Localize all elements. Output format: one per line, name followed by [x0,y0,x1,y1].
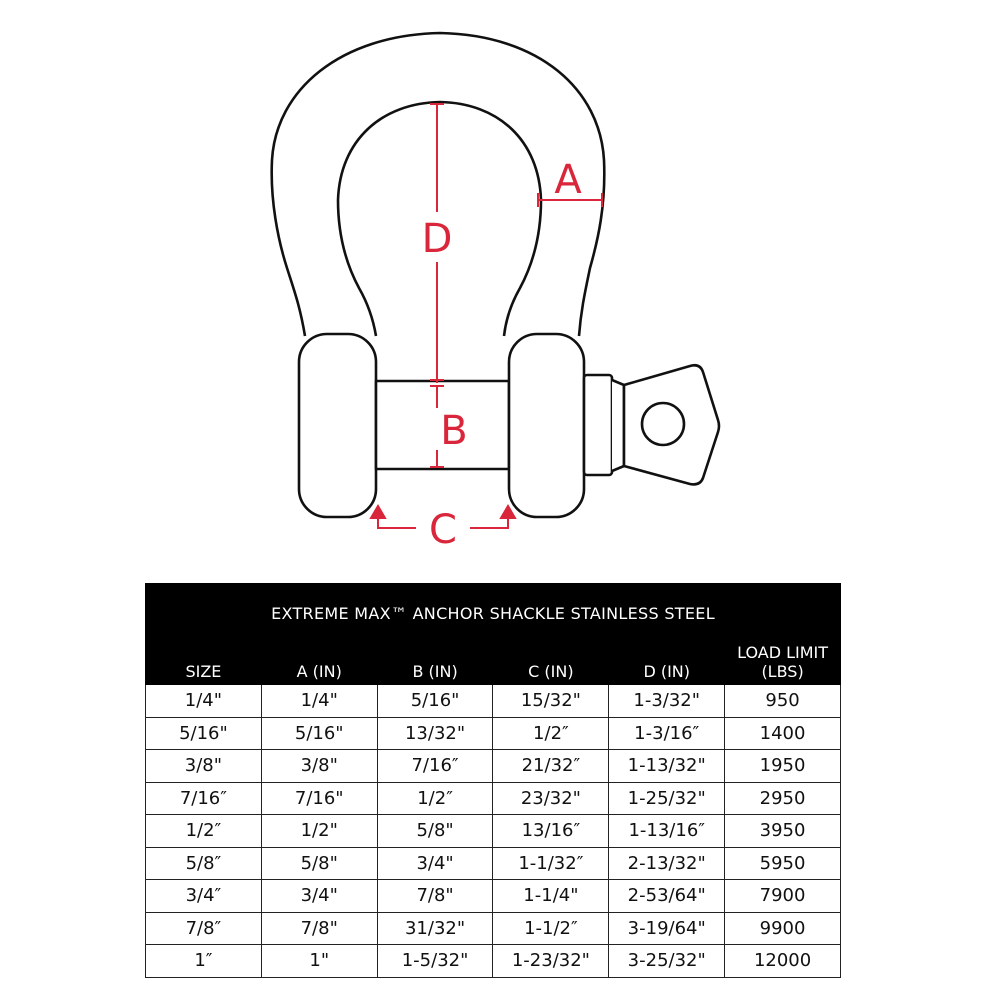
dim-c-right-head [501,506,515,518]
table-cell: 1-3/32" [609,685,725,718]
table-row [146,685,841,718]
table-cell: 1/4" [146,685,262,718]
table-cell: 1" [261,945,377,978]
table-cell: 1″ [146,945,262,978]
table-cell: 31/32" [377,912,493,945]
table-cell: 7/16″ [146,782,262,815]
table-row [146,847,841,880]
table-cell: 5950 [725,847,841,880]
table-row [146,880,841,913]
label-a: A [554,157,582,203]
column-header: LOAD LIMIT (LBS) [725,643,841,685]
dim-c-left-head [371,506,385,518]
right-eye [509,334,584,517]
table-row [146,717,841,750]
label-d: D [421,216,453,262]
label-c: C [429,507,457,553]
table-cell: 2950 [725,782,841,815]
column-header: A (IN) [261,643,377,685]
table-cell: 5/16" [146,717,262,750]
table-cell: 950 [725,685,841,718]
column-header: SIZE [146,643,262,685]
table-cell: 1-1/2″ [493,912,609,945]
table-cell: 3/8" [261,750,377,783]
table-cell: 1/2″ [377,782,493,815]
table-cell: 7/16″ [377,750,493,783]
dim-c-right-arrow [470,518,508,528]
table-cell: 1/2″ [493,717,609,750]
dim-c-left-arrow [378,518,416,528]
shackle-outline [272,33,719,517]
left-eye [299,334,376,517]
column-header: D (IN) [609,643,725,685]
table-cell: 3-25/32" [609,945,725,978]
table-cell: 1-13/32" [609,750,725,783]
table-row [146,782,841,815]
pin-collar [584,375,612,475]
table-row [146,945,841,978]
table-cell: 5/8" [261,847,377,880]
column-header: C (IN) [493,643,609,685]
table-cell: 5/16" [261,717,377,750]
table-cell: 2-53/64" [609,880,725,913]
table-row [146,750,841,783]
table-cell: 15/32" [493,685,609,718]
table-cell: 1950 [725,750,841,783]
collar-neck [612,380,624,471]
table-cell: 9900 [725,912,841,945]
table-cell: 1-5/32" [377,945,493,978]
table-cell: 1/4" [261,685,377,718]
table-cell: 2-13/32" [609,847,725,880]
label-b: B [440,408,468,454]
table-cell: 3950 [725,815,841,848]
table-cell: 1-23/32" [493,945,609,978]
table-cell: 7/8" [377,880,493,913]
table-cell: 3/4" [377,847,493,880]
table-cell: 1-25/32" [609,782,725,815]
table-cell: 23/32" [493,782,609,815]
table-row [146,912,841,945]
table-cell: 3-19/64" [609,912,725,945]
spec-table [145,583,841,978]
table-cell: 3/8" [146,750,262,783]
table-row [146,815,841,848]
table-cell: 5/8" [377,815,493,848]
table-cell: 1-1/32″ [493,847,609,880]
table-cell: 13/32" [377,717,493,750]
pin-head-hole [642,403,684,445]
table-cell: 1-13/16″ [609,815,725,848]
table-cell: 7/8" [261,912,377,945]
table-cell: 7900 [725,880,841,913]
table-title: EXTREME MAX™ ANCHOR SHACKLE STAINLESS STEEL [146,584,841,643]
table-cell: 13/16″ [493,815,609,848]
table-cell: 1-3/16″ [609,717,725,750]
table-cell: 1400 [725,717,841,750]
table-cell: 1/2" [261,815,377,848]
table-cell: 1/2″ [146,815,262,848]
table-cell: 5/16" [377,685,493,718]
table-cell: 12000 [725,945,841,978]
column-header: B (IN) [377,643,493,685]
table-cell: 21/32″ [493,750,609,783]
table-cell: 7/8″ [146,912,262,945]
table-cell: 7/16" [261,782,377,815]
table-cell: 5/8″ [146,847,262,880]
table-cell: 3/4″ [146,880,262,913]
table-cell: 3/4" [261,880,377,913]
table-cell: 1-1/4" [493,880,609,913]
